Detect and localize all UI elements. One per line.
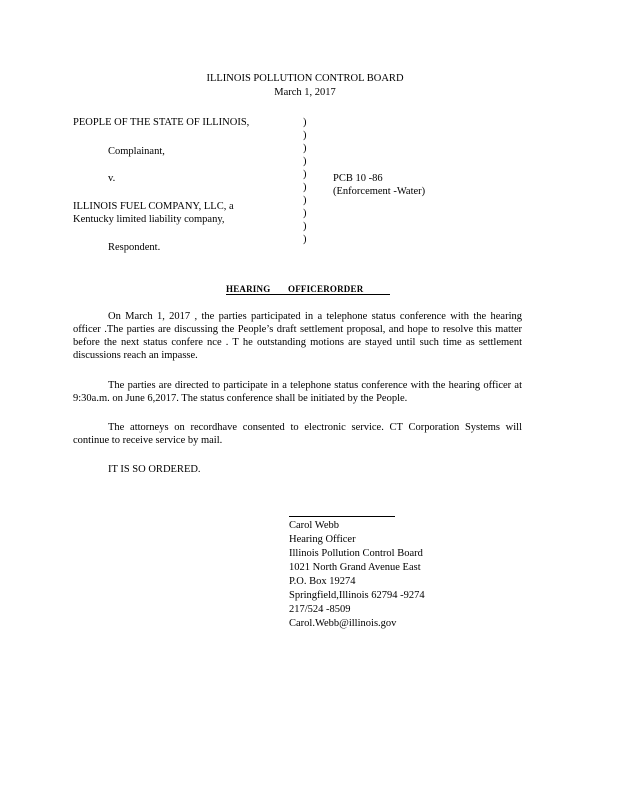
paren: ) [303, 169, 307, 180]
paren: ) [303, 182, 307, 193]
signature-line [289, 516, 395, 517]
paren: ) [303, 234, 307, 245]
so-ordered: IT IS SO ORDERED. [108, 464, 201, 475]
paren: ) [303, 221, 307, 232]
paren: ) [303, 156, 307, 167]
signer-city: Springfield,Illinois 62794 -9274 [289, 590, 425, 601]
signer-phone: 217/524 -8509 [289, 604, 351, 615]
paren: ) [303, 208, 307, 219]
respondent-name-line1: ILLINOIS FUEL COMPANY, LLC, a [73, 201, 234, 212]
respondent-role: Respondent. [108, 242, 161, 253]
signer-org: Illinois Pollution Control Board [289, 548, 423, 559]
paren: ) [303, 195, 307, 206]
signer-email: Carol.Webb@illinois.gov [289, 618, 397, 629]
versus-label: v. [108, 173, 116, 184]
complainant-name: PEOPLE OF THE STATE OF ILLINOIS, [73, 117, 250, 128]
signer-title: Hearing Officer [289, 534, 356, 545]
case-type: (Enforcement -Water) [333, 186, 426, 197]
respondent-name-line2: Kentucky limited liability company, [73, 214, 225, 225]
paren: ) [303, 130, 307, 141]
paren: ) [303, 117, 307, 128]
signer-street: 1021 North Grand Avenue East [289, 562, 421, 573]
caption-parens [303, 116, 311, 246]
paren: ) [303, 143, 307, 154]
paragraph-service: The attorneys on recordhave consented to electronic service. CT Corporation Systems will continue to receive service by mail. [73, 422, 522, 446]
paragraph-conference: The parties are directed to participate in a telephone status conference with the hearing officer at 9:30a.m. on June 6,2017. The status conference shall be initiated by the People. [73, 380, 522, 404]
complainant-role: Complainant, [108, 146, 165, 157]
signer-name: Carol Webb [289, 520, 339, 531]
signer-pobox: P.O. Box 19274 [289, 576, 356, 587]
board-name: ILLINOIS POLLUTION CONTROL BOARD [206, 73, 404, 84]
paragraph-status: On March 1, 2017 , the parties participated in a telephone status conference with the hearing officer .The parties are discussing the People’s draft settlement proposal, and hope to resolve this matter before the next status confere nce . T he outstanding motions are stayed until such time as settlement discussions reach an impasse. [73, 311, 522, 361]
order-title-right: OFFICERORDER [288, 284, 364, 294]
case-number: PCB 10 -86 [333, 173, 383, 184]
order-title-underline [226, 294, 390, 295]
order-date: March 1, 2017 [274, 87, 336, 98]
order-title-left: HEARING [226, 284, 271, 294]
